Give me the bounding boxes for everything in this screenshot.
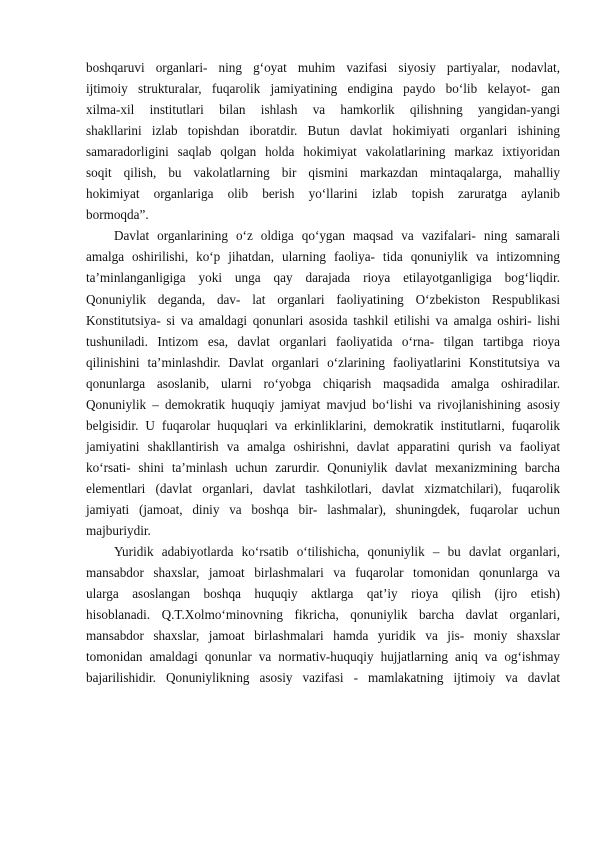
- text-line: xilma-xil institutlari bilan ishlash va hamkorlik qilishning yangidan-yangi: [86, 102, 560, 118]
- text-line: jamiyatini shakllantirish va amalga oshirishni, davlat apparatini qurish va faoliyat: [86, 438, 560, 454]
- text-line: elementlari (davlat organlari, davlat tashkilotlari, davlat xizmatchilari), fuqarolik: [86, 480, 560, 496]
- paragraph-2: [86, 225, 560, 541]
- document-body: [86, 57, 560, 688]
- text-line: Qonuniylik – demokratik huquqiy jamiyat mavjud bo‘lishi va rivojlanishining asosiy: [86, 396, 560, 412]
- text-line: majburiydir.: [86, 523, 151, 539]
- paragraph-1: [86, 57, 560, 225]
- text-line: belgisidir. U fuqarolar huquqlari va erkinliklarini, demokratik institutlarni, fuqarolik: [86, 417, 560, 433]
- text-line: ularga asoslangan boshqa huquqiy aktlarga qat’iy rioya qilish (ijro etish): [86, 586, 560, 602]
- text-line: mansabdor shaxslar, jamoat birlashmalari hamda yuridik va jis- moniy shaxslar: [86, 628, 560, 644]
- text-line: qilinishini ta’minlashdir. Davlat organlari o‘zlarining faoliyatlarini Konstitutsiya va: [86, 354, 560, 370]
- text-line: Davlat organlarining o‘z oldiga qo‘ygan maqsad va vazifalari- ning samarali: [114, 228, 560, 244]
- text-line: ta’minlanganligiga yoki unga qay darajada rioya etilayotganligiga bog‘liqdir.: [86, 270, 560, 286]
- text-line: tushuniladi. Intizom esa, davlat organlari faoliyatida o‘rna- tilgan tartibga rioya: [86, 333, 560, 349]
- text-line: ijtimoiy strukturalar, fuqarolik jamiyatining endigina paydo bo‘lib kelayot- gan: [86, 81, 560, 97]
- text-line: boshqaruvi organlari- ning g‘oyat muhim vazifasi siyosiy partiyalar, nodavlat,: [86, 60, 560, 75]
- text-line: samaradorligini saqlab qolgan holda hokimiyat vakolatlarining markaz ixtiyoridan: [86, 144, 560, 160]
- text-line: mansabdor shaxslar, jamoat birlashmalari va fuqarolar tomonidan qonunlarga va: [86, 565, 560, 581]
- text-line: jamiyati (jamoat, diniy va boshqa bir- lashmalar), shuningdek, fuqarolar uchun: [86, 501, 560, 517]
- text-line: Qonuniylik deganda, dav- lat organlari faoliyatining O‘zbekiston Respublikasi: [86, 291, 560, 307]
- text-line: amalga oshirilishi, ko‘p jihatdan, ularning faoliya- tida qonuniylik va intizomning: [86, 249, 560, 265]
- text-line: bajarilishidir. Qonuniylikning asosiy vazifasi - mamlakatning ijtimoiy va davlat: [86, 670, 560, 686]
- text-line: shakllarini izlab topishdan iboratdir. Butun davlat hokimiyati organlari ishining: [86, 123, 560, 139]
- text-line: bormoqda”.: [86, 207, 149, 223]
- text-line: tomonidan amaldagi qonunlar va normativ-huquqiy hujjatlarning aniq va og‘ishmay: [86, 649, 560, 665]
- text-line: qonunlarga asoslanib, ularni ro‘yobga chiqarish maqsadida amalga oshiradilar.: [86, 375, 560, 391]
- text-line: hisoblanadi. Q.T.Xolmo‘minovning fikricha, qonuniylik barcha davlat organlari,: [86, 607, 560, 623]
- paragraph-3: [86, 541, 560, 688]
- text-line: hokimiyat organlariga olib berish yo‘llarini izlab topish zaruratga aylanib: [86, 186, 560, 202]
- text-line: Konstitutsiya- si va amaldagi qonunlari asosida tashkil etilishi va amalga oshiri- lishi: [86, 312, 560, 328]
- text-line: soqit qilish, bu vakolatlarning bir qismini markazdan mintaqalarga, mahalliy: [86, 165, 560, 181]
- text-line: Yuridik adabiyotlarda ko‘rsatib o‘tilishicha, qonuniylik – bu davlat organlari,: [114, 544, 560, 560]
- text-line: ko‘rsati- shini ta’minlash uchun zarurdir. Qonuniylik davlat mexanizmining barcha: [86, 459, 560, 475]
